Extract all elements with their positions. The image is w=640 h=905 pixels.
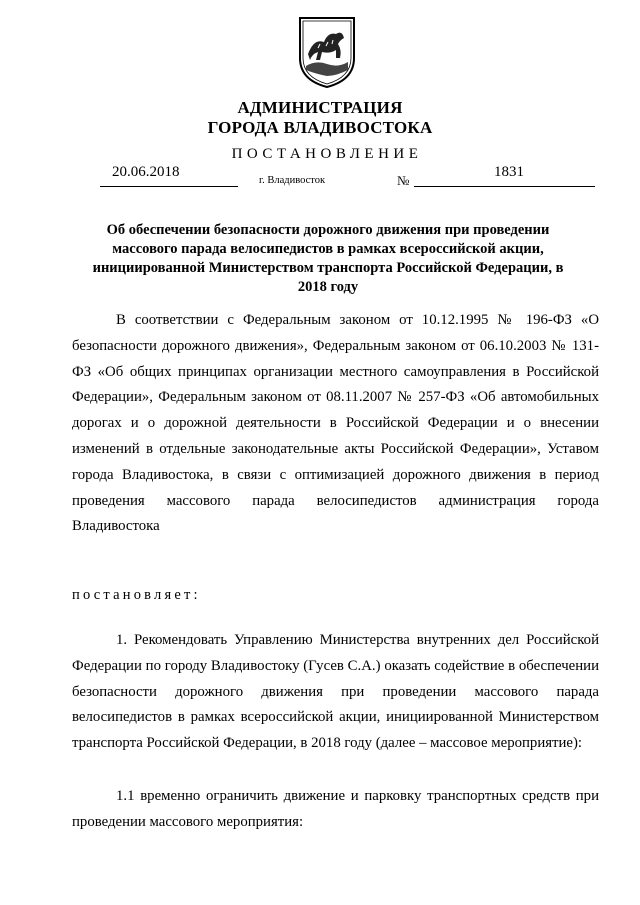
number-sign: № — [397, 173, 410, 188]
item-1-paragraph: 1. Рекомендовать Управлению Министерства внутренних дел Российской Федерации по городу Владивостоку (Гусев С.А.) оказать содействие в обеспечении безопасности дорожного движения при проведении массового парада велосипедистов в рамках всероссийской акции, инициированной Министерством транспорта Российской Федерации, в 2018 году (далее – массовое мероприятие): — [72, 632, 599, 752]
org-name-line2: ГОРОДА ВЛАДИВОСТОКА — [207, 118, 433, 137]
intro-paragraph — [72, 308, 599, 540]
date-underline — [100, 186, 238, 187]
city-coat-of-arms-icon — [296, 14, 358, 90]
document-city: г. Владивосток — [259, 175, 326, 186]
document-title: Об обеспечении безопасности дорожного движения при проведении массового парада велосипедистов в рамках всероссийской акции, инициированной Министерством транспорта Российской Федерации, в 2018 году — [92, 222, 564, 295]
document-number: 1831 — [494, 164, 524, 180]
item-1-1-paragraph: 1.1 временно ограничить движение и парковку транспортных средств при проведении массового мероприятия: — [72, 788, 599, 830]
document-date: 20.06.2018 — [112, 164, 180, 180]
number-underline — [414, 186, 595, 187]
intro-text: В соответствии с Федеральным законом от 10.12.1995 № 196-ФЗ «О безопасности дорожного движения», Федеральным законом от 06.10.2003 № 131-ФЗ «Об общих принципах организации местного самоуправления в Российской Федерации», Федеральным законом от 08.11.2007 № 257-ФЗ «Об автомобильных дорогах и о дорожной деятельности в Российской Федерации и о внесении изменений в отдельные законодательные акты Российской Федерации», Уставом города Владивостока, в связи с оптимизацией дорожного движения в период проведения массового парада велосипедистов администрация города Владивостока — [72, 312, 599, 535]
org-name-line1: АДМИНИСТРАЦИЯ — [237, 98, 403, 117]
decree-word: постановляет: — [72, 587, 201, 603]
document-type: ПОСТАНОВЛЕНИЕ — [231, 146, 423, 162]
